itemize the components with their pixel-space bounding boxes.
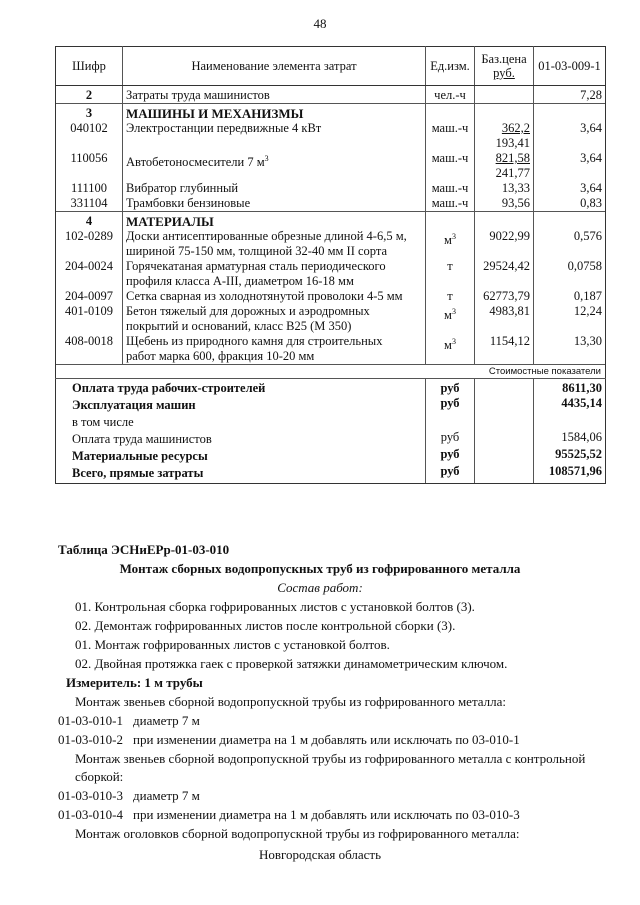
row-unit: чел.-ч <box>426 86 475 104</box>
table-row <box>56 121 606 151</box>
price-sub: 241,77 <box>495 166 530 180</box>
row-unit: маш.-ч <box>426 196 475 212</box>
cost-unit <box>426 413 475 430</box>
table-row <box>56 259 606 289</box>
norm-text: диаметр 7 м <box>133 788 200 803</box>
norm-text: при изменении диаметра на 1 м добавлять или исключать по 03-010-3 <box>133 807 520 822</box>
row-code: 111100 <box>56 181 123 196</box>
row-code: 040102 <box>56 121 123 151</box>
row-unit: маш.-ч <box>426 151 475 181</box>
table-row <box>56 334 606 365</box>
row-price <box>475 151 534 181</box>
row-code: 102-0289 <box>56 229 123 259</box>
row-name: Затраты труда машинистов <box>123 86 426 104</box>
row-name-l2: работ марка 600, фракция 10-20 мм <box>126 349 315 363</box>
cost-value: 8611,30 <box>534 379 606 397</box>
row-name <box>123 259 426 289</box>
cost-label: Оплата труда машинистов <box>56 430 426 447</box>
row-value: 0,187 <box>534 289 606 304</box>
row-unit <box>426 229 475 259</box>
row-name-l1: Горячекатаная арматурная сталь периодического <box>126 259 386 273</box>
price-sub: 193,41 <box>495 136 530 150</box>
row-code: 408-0018 <box>56 334 123 365</box>
norm-text: диаметр 7 м <box>133 713 200 728</box>
row-name-l1: Бетон тяжелый для дорожных и аэродромных <box>126 304 370 318</box>
row-price: 13,33 <box>475 181 534 196</box>
price-main: 362,2 <box>501 121 530 135</box>
cost-caption: Стоимостные показатели <box>56 365 606 379</box>
row-name: Вибратор глубинный <box>123 181 426 196</box>
row-price <box>475 121 534 151</box>
row-unit <box>426 304 475 334</box>
row-unit: маш.-ч <box>426 181 475 196</box>
row-value: 13,30 <box>534 334 606 365</box>
row-name-l2: шириной 75-150 мм, толщиной 32-40 мм II сорта <box>126 244 388 258</box>
row-unit: т <box>426 289 475 304</box>
cost-row <box>56 430 606 447</box>
table-header-row <box>56 47 606 86</box>
row-price: 29524,42 <box>475 259 534 289</box>
row-name-l1: Доски антисептированные обрезные длиной 4-6,5 м, <box>126 229 407 243</box>
superscript: 3 <box>451 337 456 346</box>
row-name-l2: покрытий и оснований, класс В25 (М 350) <box>126 319 352 333</box>
row-value: 0,83 <box>534 196 606 212</box>
row-name-l1: Щебень из природного камня для строительных <box>126 334 383 348</box>
cost-unit: руб <box>426 379 475 397</box>
section-title: МАТЕРИАЛЫ <box>123 212 426 230</box>
cost-label: в том числе <box>56 413 426 430</box>
cost-value: 108571,96 <box>534 464 606 484</box>
norm-text: при изменении диаметра на 1 м добавлять или исключать по 03-010-1 <box>133 732 520 747</box>
row-value: 3,64 <box>534 121 606 151</box>
cost-value <box>534 413 606 430</box>
row-value: 0,0758 <box>534 259 606 289</box>
header-name: Наименование элемента затрат <box>123 47 426 86</box>
cost-label: Всего, прямые затраты <box>56 464 426 484</box>
row-name: Сетка сварная из холоднотянутой проволоки 4-5 мм <box>123 289 426 304</box>
table-row <box>56 289 606 304</box>
row-name: Электростанции передвижные 4 кВт <box>123 121 426 151</box>
cost-row <box>56 396 606 413</box>
table-row <box>56 151 606 181</box>
section-heading: Монтаж сборных водопропускных труб из гофрированного металла <box>119 561 521 576</box>
row-name-l2: профиля класса А-III, диаметром 16-18 мм <box>126 274 354 288</box>
table-row <box>56 229 606 259</box>
cost-row <box>56 464 606 484</box>
cost-row <box>56 379 606 397</box>
cost-label: Эксплуатация машин <box>56 396 426 413</box>
work-item: 02. Двойная протяжка гаек с проверкой затяжки динамометрическим ключом. <box>75 656 508 671</box>
cost-row <box>56 413 606 430</box>
norm-code: 01-03-010-4 <box>58 807 123 822</box>
cost-unit: руб <box>426 430 475 447</box>
row-code: 204-0024 <box>56 259 123 289</box>
section-code: 3 <box>56 104 123 122</box>
row-value: 3,64 <box>534 151 606 181</box>
unit-text: м <box>444 233 452 248</box>
row-unit: маш.-ч <box>426 121 475 151</box>
cost-label: Материальные ресурсы <box>56 447 426 464</box>
cost-unit: руб <box>426 447 475 464</box>
section-row-machines <box>56 104 606 122</box>
row-code: 331104 <box>56 196 123 212</box>
row-price: 62773,79 <box>475 289 534 304</box>
cost-unit: руб <box>426 396 475 413</box>
row-value: 12,24 <box>534 304 606 334</box>
row-code: 110056 <box>56 151 123 181</box>
row-price: 4983,81 <box>475 304 534 334</box>
row-name <box>123 151 426 181</box>
header-unit: Ед.изм. <box>426 47 475 86</box>
row-unit: т <box>426 259 475 289</box>
header-code: Шифр <box>56 47 123 86</box>
work-item: 01. Контрольная сборка гофрированных листов с установкой болтов (3). <box>75 599 475 614</box>
group-heading: Монтаж звеньев сборной водопропускной трубы из гофрированного металла: <box>75 694 507 709</box>
row-price: 9022,99 <box>475 229 534 259</box>
cost-value: 1584,06 <box>534 430 606 447</box>
cost-value: 95525,52 <box>534 447 606 464</box>
superscript: 3 <box>264 154 269 163</box>
row-price: 93,56 <box>475 196 534 212</box>
row-value: 7,28 <box>534 86 606 104</box>
row-name-text: Автобетоносмесители 7 м <box>126 155 265 170</box>
row-value: 3,64 <box>534 181 606 196</box>
table-row <box>56 304 606 334</box>
row-name <box>123 229 426 259</box>
norm-code: 01-03-010-1 <box>58 713 123 728</box>
cost-label: Оплата труда рабочих-строителей <box>56 379 426 397</box>
group-heading: Монтаж оголовков сборной водопропускной трубы из гофрированного металла: <box>75 826 520 841</box>
row-code: 401-0109 <box>56 304 123 334</box>
work-item: 02. Демонтаж гофрированных листов после контрольной сборки (3). <box>75 618 456 633</box>
row-name <box>123 304 426 334</box>
header-base-price <box>475 47 534 86</box>
section-row-materials <box>56 212 606 230</box>
table-row <box>56 181 606 196</box>
row-name <box>123 334 426 365</box>
superscript: 3 <box>451 232 456 241</box>
norm-code: 01-03-010-2 <box>58 732 123 747</box>
table-row <box>56 86 606 104</box>
section-subheading: Состав работ: <box>277 580 363 595</box>
meter-label: Измеритель: 1 м трубы <box>66 675 203 690</box>
row-code: 204-0097 <box>56 289 123 304</box>
section-title: МАШИНЫ И МЕХАНИЗМЫ <box>123 104 426 122</box>
cost-caption-row <box>56 365 606 379</box>
row-name: Трамбовки бензиновые <box>123 196 426 212</box>
group-heading-cont: сборкой: <box>75 769 124 784</box>
price-main: 821,58 <box>495 151 530 165</box>
page-number: 48 <box>313 16 327 31</box>
unit-text: м <box>444 308 452 323</box>
row-code: 2 <box>56 86 123 104</box>
work-item: 01. Монтаж гофрированных листов с установкой болтов. <box>75 637 390 652</box>
row-unit <box>426 334 475 365</box>
cost-unit: руб <box>426 464 475 484</box>
estimate-table <box>55 46 606 484</box>
row-price: 1154,12 <box>475 334 534 365</box>
row-value: 0,576 <box>534 229 606 259</box>
table-title: Таблица ЭСНиЕРр-01-03-010 <box>58 542 230 557</box>
superscript: 3 <box>451 307 456 316</box>
cost-value: 4435,14 <box>534 396 606 413</box>
row-price <box>475 86 534 104</box>
norm-code: 01-03-010-3 <box>58 788 123 803</box>
group-heading: Монтаж звеньев сборной водопропускной трубы из гофрированного металла с контрольной <box>75 751 586 766</box>
cost-row <box>56 447 606 464</box>
header-base-price-l2: руб. <box>493 66 515 80</box>
header-base-price-l1: Баз.цена <box>481 52 527 66</box>
section-code: 4 <box>56 212 123 230</box>
header-norm: 01-03-009-1 <box>534 47 606 86</box>
table-row <box>56 196 606 212</box>
footer-region: Новгородская область <box>258 847 382 862</box>
unit-text: м <box>444 338 452 353</box>
